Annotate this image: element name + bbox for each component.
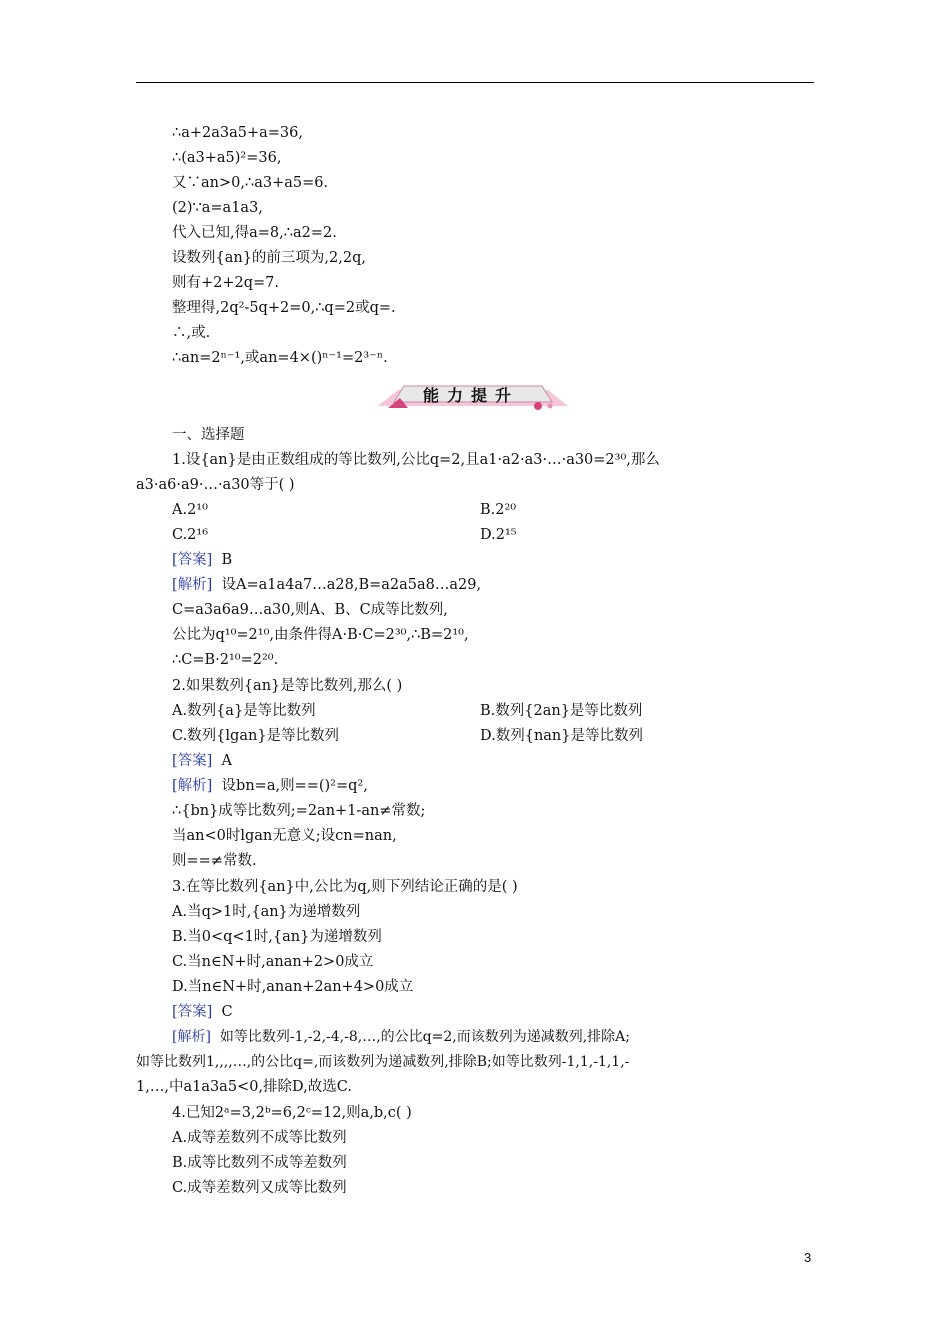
q2-analysis-line-1	[172, 777, 368, 795]
q3-analysis-line-3: 1,…,中a1a3a5<0,排除D,故选C.	[136, 1079, 352, 1095]
answer-tag: [答案]	[172, 1004, 213, 1020]
q3-stem: 3.在等比数列{an}中,公比为q,则下列结论正确的是( )	[172, 879, 518, 895]
q2-analysis-line-4: 则==≠常数.	[172, 853, 257, 869]
solution-line-5: 代入已知,得a=8,∴a2=2.	[172, 225, 337, 241]
answer-tag: [答案]	[172, 552, 213, 568]
solution-line-1: ∴a+2a3a5+a=36,	[172, 125, 303, 141]
q2-option-c: C.数列{lgan}是等比数列	[172, 728, 340, 744]
q1-analysis-line-2: C=a3a6a9…a30,则A、B、C成等比数列,	[172, 602, 448, 618]
analysis-tag: [解析]	[172, 778, 213, 794]
analysis-text: 如等比数列-1,-2,-4,-8,…,的公比q=2,而该数列为递减数列,排除A;	[219, 1029, 630, 1045]
q2-analysis-line-2: ∴{bn}成等比数列;=2an+1-an≠常数;	[172, 803, 426, 819]
header-rule	[136, 82, 814, 83]
q3-option-a: A.当q>1时,{an}为递增数列	[172, 904, 361, 920]
q2-option-b: B.数列{2an}是等比数列	[480, 703, 643, 719]
q2-stem: 2.如果数列{an}是等比数列,那么( )	[172, 678, 403, 694]
q1-stem-line-1: 1.设{an}是由正数组成的等比数列,公比q=2,且a1·a2·a3·…·a30=2³⁰,那么	[172, 452, 660, 468]
q3-answer	[172, 1003, 233, 1021]
answer-tag: [答案]	[172, 753, 213, 769]
q1-analysis-line-3: 公比为q¹⁰=2¹⁰,由条件得A·B·C=2³⁰,∴B=2¹⁰,	[172, 627, 469, 643]
q4-option-b: B.成等比数列不成等差数列	[172, 1155, 347, 1171]
q1-stem-line-2: a3·a6·a9·…·a30等于( )	[136, 477, 295, 493]
solution-line-6: 设数列{an}的前三项为,2,2q,	[172, 250, 366, 266]
q1-option-c: C.2¹⁶	[172, 527, 209, 543]
part-heading: 一、选择题	[172, 427, 245, 443]
answer-value: C	[221, 1004, 233, 1020]
q2-option-a: A.数列{a}是等比数列	[172, 703, 316, 719]
q4-option-c: C.成等差数列又成等比数列	[172, 1180, 347, 1196]
q1-option-d: D.2¹⁵	[480, 527, 517, 543]
section-title: 能力提升	[422, 386, 519, 405]
q3-analysis-line-2: 如等比数列1,,,,…,的公比q=,而该数列为递减数列,排除B;如等比数列-1,1,-1,1,-	[136, 1054, 630, 1070]
solution-line-9: ∴,或.	[172, 325, 211, 341]
q2-analysis-line-3: 当an<0时lgan无意义;设cn=nan,	[172, 828, 397, 844]
q3-analysis-line-1	[172, 1028, 630, 1046]
solution-line-8: 整理得,2q²-5q+2=0,∴q=2或q=.	[172, 300, 396, 316]
q3-option-d: D.当n∈N+时,anan+2an+4>0成立	[172, 979, 414, 995]
analysis-text: 设bn=a,则==()²=q²,	[221, 778, 368, 794]
analysis-text: 设A=a1a4a7…a28,B=a2a5a8…a29,	[221, 577, 482, 593]
q4-stem: 4.已知2ᵃ=3,2ᵇ=6,2ᶜ=12,则a,b,c( )	[172, 1105, 412, 1121]
answer-value: B	[221, 552, 233, 568]
solution-line-3: 又∵an>0,∴a3+a5=6.	[172, 175, 329, 191]
page-number: 3	[804, 1250, 812, 1265]
solution-line-2: ∴(a3+a5)²=36,	[172, 150, 282, 166]
q3-option-c: C.当n∈N+时,anan+2>0成立	[172, 954, 374, 970]
analysis-tag: [解析]	[172, 577, 213, 593]
analysis-tag: [解析]	[172, 1029, 211, 1045]
q2-option-d: D.数列{nan}是等比数列	[480, 728, 643, 744]
q1-analysis-line-4: ∴C=B·2¹⁰=2²⁰.	[172, 652, 279, 668]
answer-value: A	[221, 753, 233, 769]
q1-option-a: A.2¹⁰	[172, 502, 208, 518]
solution-line-7: 则有+2+2q=7.	[172, 275, 280, 291]
solution-line-10: ∴an=2ⁿ⁻¹,或an=4×()ⁿ⁻¹=2³⁻ⁿ.	[172, 350, 388, 366]
q1-option-b: B.2²⁰	[480, 502, 517, 518]
q3-option-b: B.当0<q<1时,{an}为递增数列	[172, 929, 382, 945]
q2-answer	[172, 752, 232, 770]
solution-line-4: (2)∵a=a1a3,	[172, 200, 263, 216]
q1-analysis-line-1	[172, 576, 481, 594]
q1-answer	[172, 551, 232, 569]
q4-option-a: A.成等差数列不成等比数列	[172, 1130, 347, 1146]
